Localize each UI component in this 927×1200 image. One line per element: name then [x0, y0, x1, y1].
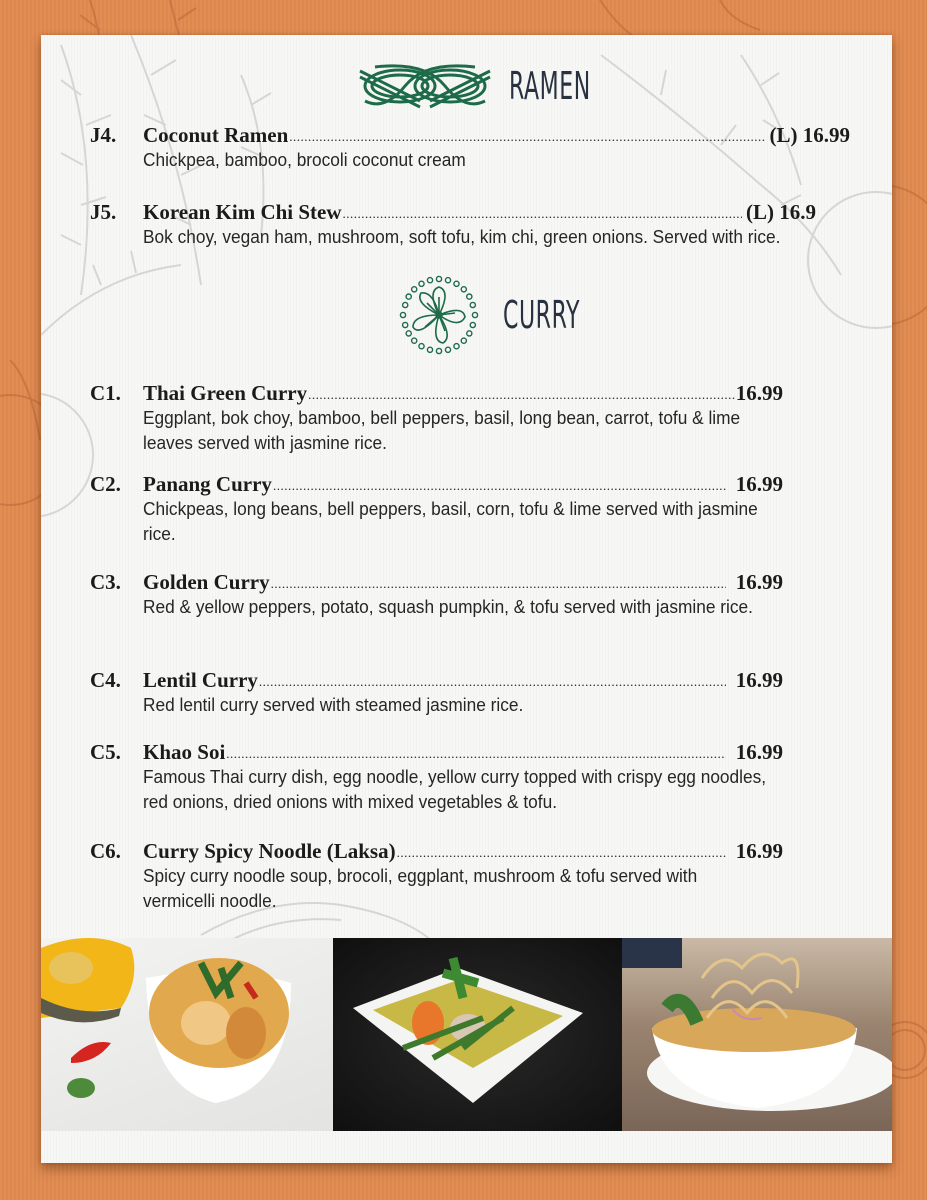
item-description: Chickpea, bamboo, brocoli coconut cream	[143, 150, 466, 170]
dot-leader	[259, 671, 726, 687]
curry-section-header	[397, 273, 636, 357]
item-name: Khao Soi	[143, 740, 226, 764]
dot-leader	[343, 203, 742, 219]
item-code: C3.	[90, 570, 121, 594]
knot-icon	[355, 61, 495, 111]
menu-panel	[41, 35, 892, 1163]
item-code: J5.	[90, 200, 117, 224]
item-name: Thai Green Curry	[143, 381, 308, 405]
item-description: Bok choy, vegan ham, mushroom, soft tofu, kim chi, green onions. Served with rice.	[143, 227, 781, 247]
item-price: 16.99	[735, 472, 783, 496]
item-name: Lentil Curry	[143, 668, 258, 692]
curry-bowl-with-pumpkin-photo	[41, 938, 333, 1131]
menu-item-c5	[90, 740, 783, 815]
item-name: Curry Spicy Noodle (Laksa)	[143, 839, 396, 863]
item-code: C5.	[90, 740, 121, 764]
item-price: 16.99	[735, 839, 783, 863]
item-code: J4.	[90, 123, 117, 147]
item-name: Panang Curry	[143, 472, 272, 496]
item-description: Red & yellow peppers, potato, squash pumpkin, & tofu served with jasmine rice.	[143, 597, 753, 617]
item-price: 16.99	[735, 570, 783, 594]
item-name: Golden Curry	[143, 570, 270, 594]
item-code: C4.	[90, 668, 121, 692]
item-price: (L) 16.9	[746, 200, 816, 224]
food-photo-strip	[41, 938, 892, 1131]
item-price: 16.99	[735, 668, 783, 692]
item-name: Korean Kim Chi Stew	[143, 200, 342, 224]
item-code: C1.	[90, 381, 121, 405]
dot-leader	[273, 475, 726, 491]
dot-leader	[289, 126, 765, 142]
item-price: 16.99	[735, 740, 783, 764]
item-price: (L) 16.99	[769, 123, 850, 147]
flower-medallion-icon	[397, 273, 481, 357]
menu-item-c6	[90, 839, 783, 914]
menu-item-c3	[90, 570, 783, 620]
dot-leader	[271, 573, 726, 589]
ramen-section-title: RAMEN	[509, 64, 591, 108]
item-code: C2.	[90, 472, 121, 496]
item-description: Spicy curry noodle soup, brocoli, eggplant, mushroom & tofu served with vermicelli noodle.	[143, 866, 698, 911]
menu-item-c2	[90, 472, 783, 547]
item-name: Coconut Ramen	[143, 123, 289, 147]
menu-item-j4	[90, 123, 850, 173]
item-description: Red lentil curry served with steamed jasmine rice.	[143, 695, 524, 715]
item-description: Chickpeas, long beans, bell peppers, basil, corn, tofu & lime served with jasmine rice.	[143, 499, 758, 544]
khao-soi-noodle-bowl-photo	[622, 938, 892, 1131]
menu-item-c1	[90, 381, 783, 456]
dot-leader	[308, 384, 736, 400]
item-description: Famous Thai curry dish, egg noodle, yellow curry topped with crispy egg noodles, red onions, dried onions with mixed vegetables & tofu.	[143, 767, 767, 812]
item-price: 16.99	[735, 381, 783, 405]
dot-leader	[397, 842, 726, 858]
dot-leader	[226, 743, 725, 759]
ramen-section-header	[355, 61, 650, 111]
curry-section-title: CURRY	[503, 293, 581, 337]
menu-item-j5	[90, 200, 840, 250]
item-description: Eggplant, bok choy, bamboo, bell peppers, basil, long bean, carrot, tofu & lime leaves served with jasmine rice.	[143, 408, 741, 453]
item-code: C6.	[90, 839, 121, 863]
green-curry-square-bowl-photo	[333, 938, 622, 1131]
menu-item-c4	[90, 668, 783, 718]
